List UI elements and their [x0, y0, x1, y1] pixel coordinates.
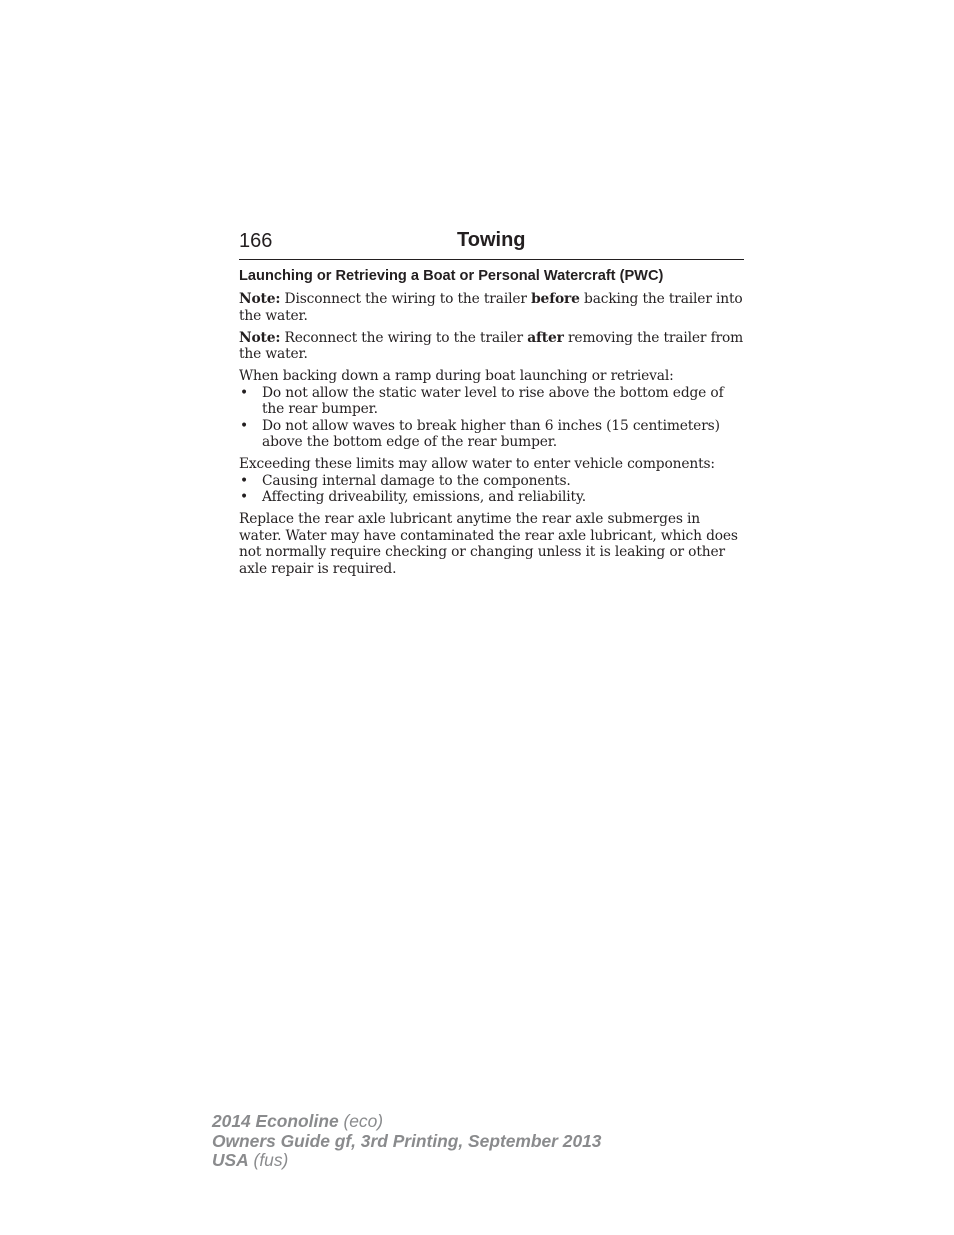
- page-footer: [212, 1112, 601, 1171]
- page-header: [239, 228, 744, 260]
- note-text: Disconnect the wiring to the trailer: [280, 291, 532, 307]
- list-item-text: Do not allow waves to break higher than 6 inches (15 centimeters) above the bottom edge of the rear bumper.: [262, 417, 720, 450]
- note-text: Reconnect the wiring to the trailer: [280, 329, 528, 346]
- paragraph-axle-lubricant: Replace the rear axle lubricant anytime the rear axle submerges in water. Water may have contaminated the rear axle lubricant, which does not normally require checking or changing unless it is leaking or other axle repair is required.: [239, 511, 738, 577]
- footer-line-model: [212, 1112, 601, 1132]
- footer-model: 2014 Econoline: [212, 1111, 339, 1131]
- note-label: Note:: [239, 329, 281, 346]
- bullet-icon: •: [240, 472, 248, 489]
- note-label: Note:: [239, 291, 281, 307]
- page-number: 166: [239, 230, 273, 252]
- paragraph-ramp-intro: When backing down a ramp during boat launching or retrieval:: [239, 368, 674, 384]
- chapter-title: Towing: [457, 229, 526, 251]
- footer-line-guide: [212, 1132, 601, 1152]
- footer-region-code: (fus): [248, 1150, 289, 1170]
- footer-line-region: [212, 1151, 601, 1171]
- section-heading: Launching or Retrieving a Boat or Personal Watercraft (PWC): [239, 268, 664, 284]
- list-item-text: Causing internal damage to the components.: [262, 472, 571, 489]
- note-emphasis: after: [527, 329, 564, 346]
- bullet-icon: •: [240, 489, 248, 505]
- note-emphasis: before: [531, 291, 580, 307]
- footer-region: USA: [212, 1150, 249, 1170]
- bullet-list-ramp: [239, 385, 745, 451]
- bullet-icon: •: [240, 384, 248, 401]
- list-item: [239, 418, 745, 451]
- paragraph-limits-intro: Exceeding these limits may allow water to enter vehicle components:: [239, 456, 715, 472]
- list-item: [239, 489, 745, 506]
- note-text: removing the trailer from the water.: [239, 329, 744, 362]
- footer-guide: Owners Guide gf, 3rd Printing, September 2013: [212, 1130, 602, 1151]
- footer-model-code: (eco): [338, 1111, 384, 1131]
- page-content: [239, 266, 745, 583]
- list-item-text: Affecting driveability, emissions, and reliability.: [262, 489, 586, 505]
- list-item-text: Do not allow the static water level to rise above the bottom edge of the rear bumper.: [262, 384, 724, 417]
- bullet-icon: •: [240, 417, 248, 434]
- list-item: [239, 385, 745, 418]
- note-disconnect: [239, 291, 745, 324]
- note-reconnect: [239, 330, 745, 363]
- bullet-list-limits: [239, 473, 745, 506]
- note-text: backing the trailer into the water.: [239, 291, 743, 324]
- list-item: [239, 473, 745, 490]
